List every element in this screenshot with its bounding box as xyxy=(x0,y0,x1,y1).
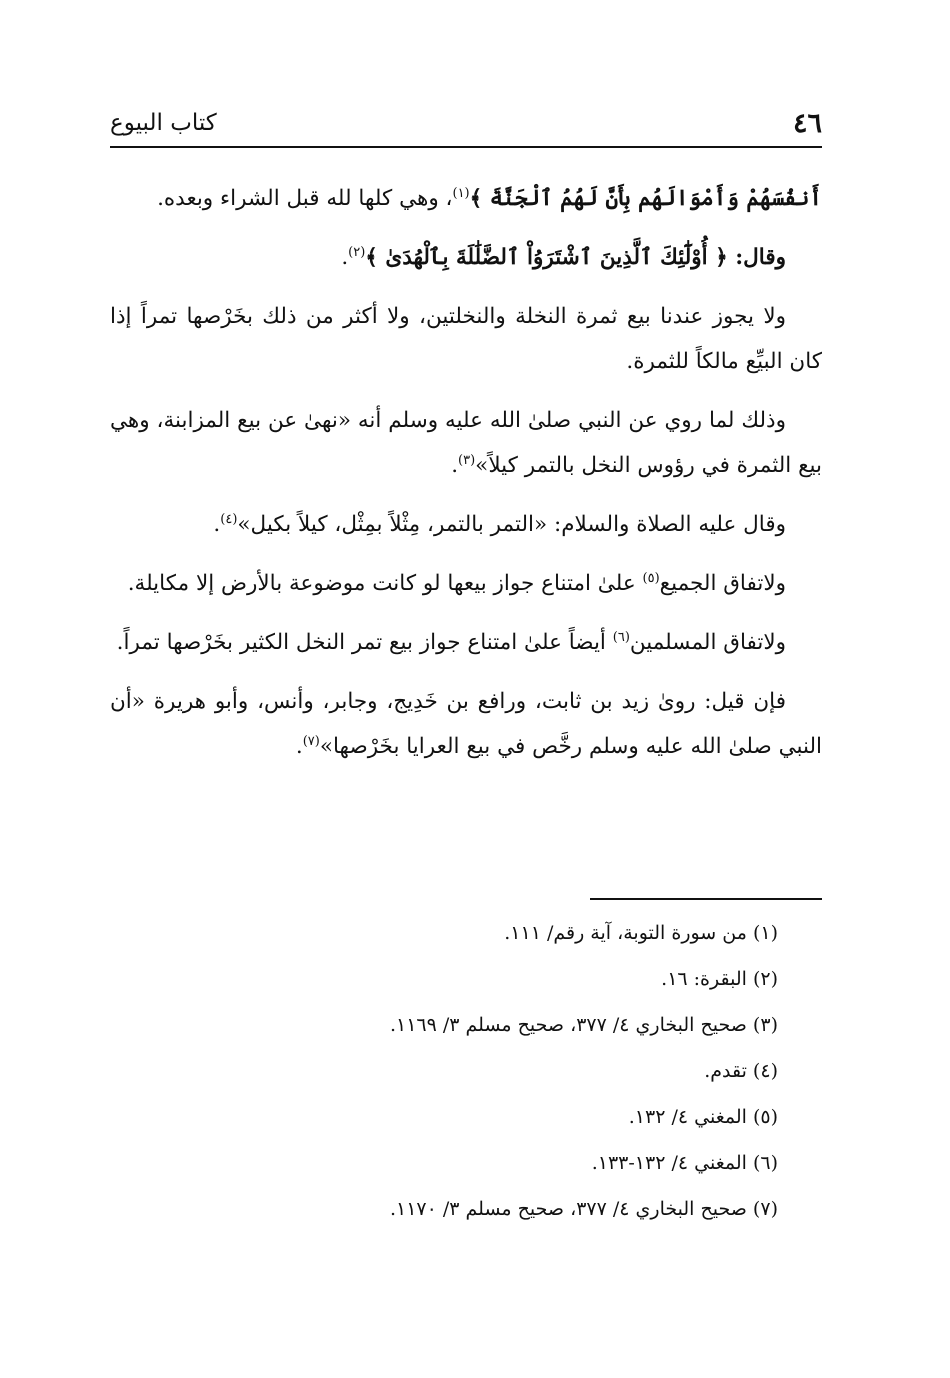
paragraph-tail: ، وهي كلها لله قبل الشراء وبعده. xyxy=(157,186,453,211)
paragraph-text: ولاتفاق الجميع xyxy=(659,571,786,596)
body-text xyxy=(110,176,822,783)
footnote-6: (٦) المغني ٤/ ١٣٢-١٣٣. xyxy=(591,1152,778,1174)
paragraph-tail: علىٰ امتناع جواز بيعها لو كانت موضوعة بالأرض إلا مكايلة. xyxy=(127,571,643,596)
paragraph-text: فإن قيل: روىٰ زيد بن ثابت، ورافع بن خَدِيج، وجابر، وأنس، وأبو هريرة «أن النبي صلىٰ الله عليه وسلم رخَّص في بيع العرايا بخَرْصها» xyxy=(110,689,822,759)
footnote-ref: (١) xyxy=(452,185,470,201)
footnote-1: (١) من سورة التوبة، آية رقم/ ١١١. xyxy=(504,922,778,944)
paragraph-3 xyxy=(110,294,822,384)
paragraph-6 xyxy=(110,561,822,606)
paragraph-text: ولا يجوز عندنا بيع ثمرة النخلة والنخلتين، ولا أكثر من ذلك بخَرْصها تمراً إذا كان البيِّع مالكاً للثمرة. xyxy=(110,304,822,374)
paragraph-tail: أيضاً علىٰ امتناع جواز بيع تمر النخل الكثير بخَرْصها تمراً. xyxy=(116,630,613,655)
paragraph-tail: . xyxy=(213,512,221,537)
paragraph-7 xyxy=(110,620,822,665)
page-number: ٤٦ xyxy=(792,108,822,139)
page-header xyxy=(110,106,822,148)
footnote-ref: (٥) xyxy=(642,570,660,586)
footnote-ref: (٢) xyxy=(348,244,366,260)
paragraph-tail: . xyxy=(295,734,303,759)
paragraph-text: ولاتفاق المسلمين xyxy=(629,630,786,655)
paragraph-4 xyxy=(110,398,822,488)
paragraph-tail: . xyxy=(451,453,459,478)
footnote-2: (٢) البقرة: ١٦. xyxy=(661,968,778,990)
paragraph-text: وقال عليه الصلاة والسلام: «التمر بالتمر، مِثْلاً بمِثْل، كيلاً بكيل» xyxy=(237,512,786,537)
footnote-divider xyxy=(590,898,822,900)
footnote-ref: (٦) xyxy=(612,629,630,645)
paragraph-5 xyxy=(110,502,822,547)
paragraph-text: وذلك لما روي عن النبي صلىٰ الله عليه وسلم أنه «نهىٰ عن بيع المزابنة، وهي بيع الثمرة في رؤوس النخل بالتمر كيلاً» xyxy=(110,408,822,478)
footnotes xyxy=(110,910,778,1232)
footnote-3: (٣) صحيح البخاري ٤/ ٣٧٧، صحيح مسلم ٣/ ١١٦٩. xyxy=(389,1014,778,1036)
footnote-ref: (٧) xyxy=(302,733,320,749)
quran-verse: أَنفُسَهُمْ وَأَمْوَالَهُم بِأَنَّ لَهُمُ ٱلْجَنَّةَ ﴾ xyxy=(469,186,822,211)
footnote-ref: (٣) xyxy=(458,452,476,468)
book-title: كتاب البيوع xyxy=(110,110,217,136)
paragraph-1 xyxy=(110,176,822,221)
footnote-4: (٤) تقدم. xyxy=(704,1060,778,1082)
footnote-ref: (٤) xyxy=(220,511,238,527)
footnote-5: (٥) المغني ٤/ ١٣٢. xyxy=(628,1106,778,1128)
footnote-7: (٧) صحيح البخاري ٤/ ٣٧٧، صحيح مسلم ٣/ ١١٧٠. xyxy=(389,1198,778,1220)
paragraph-2 xyxy=(110,235,822,280)
paragraph-tail: . xyxy=(341,245,349,270)
quran-verse: وقال: ﴿ أُوْلَٰٓئِكَ ٱلَّذِينَ ٱشْتَرَوُاْ ٱلضَّلَٰلَةَ بِٱلْهُدَىٰ ﴾ xyxy=(365,245,786,270)
paragraph-8 xyxy=(110,679,822,769)
